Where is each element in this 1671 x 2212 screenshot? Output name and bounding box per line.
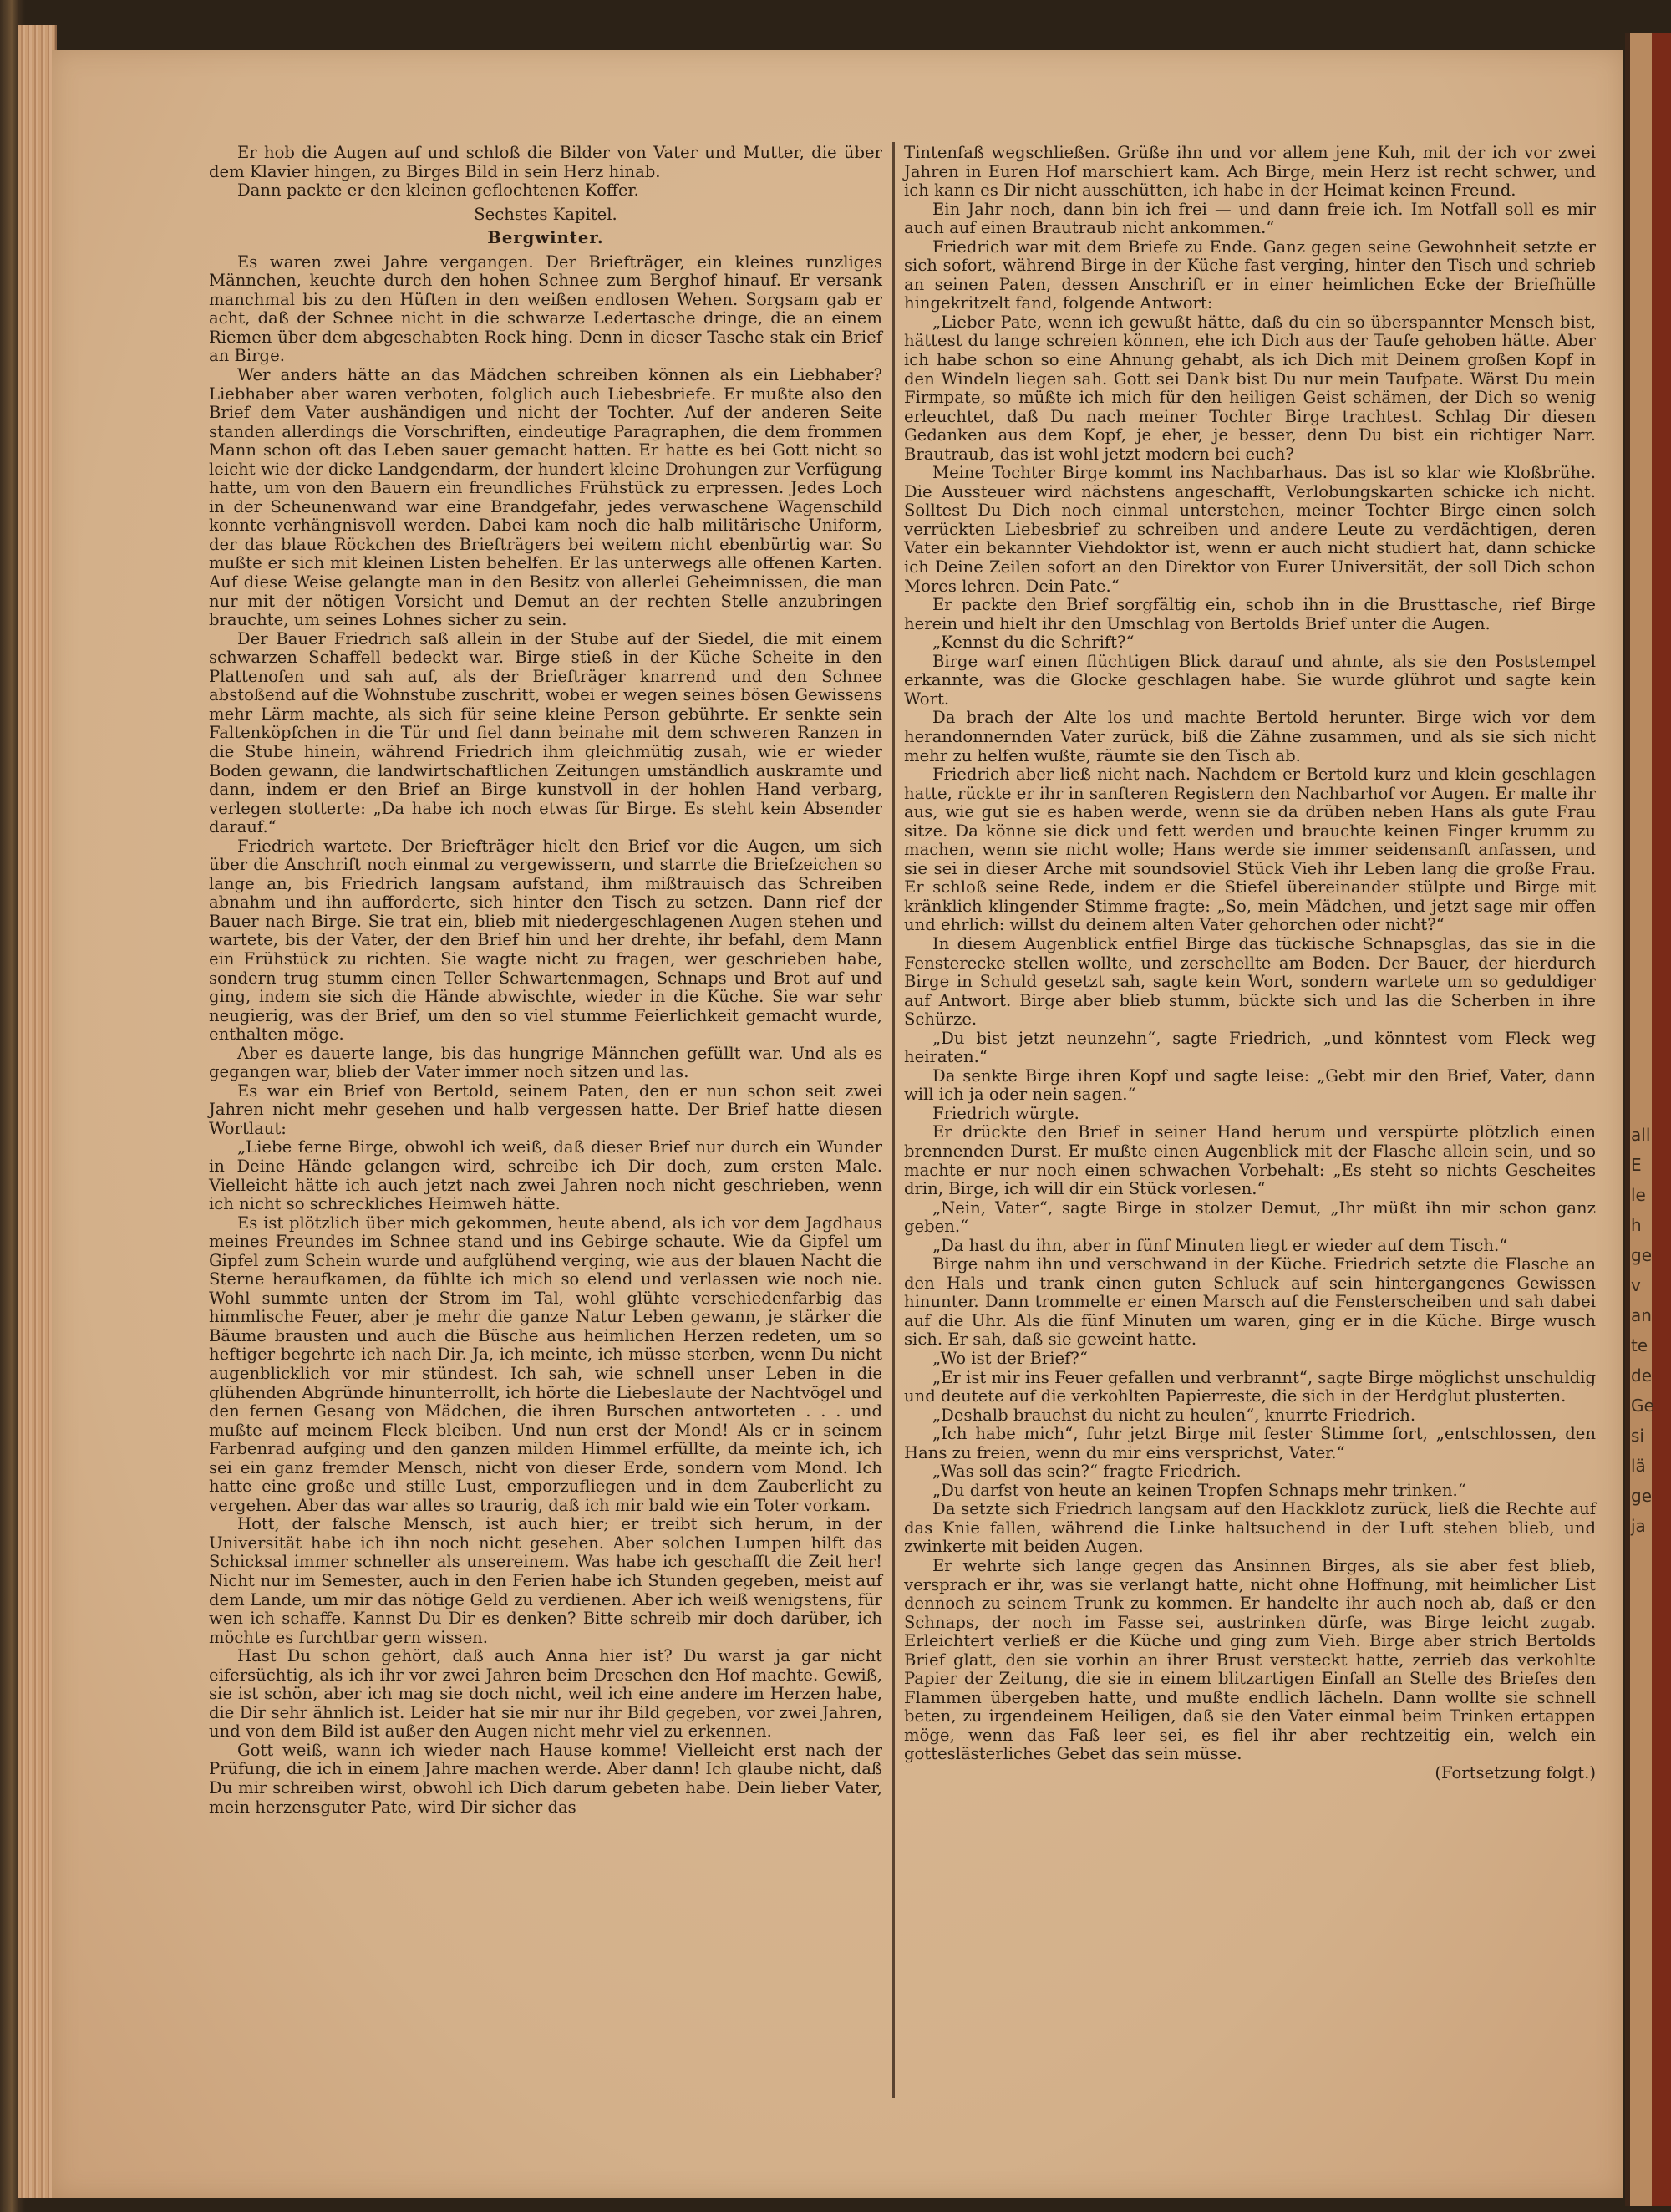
edge-fragment: ja [1631, 1516, 1646, 1536]
paragraph: Aber es dauerte lange, bis das hungrige Männchen gefüllt war. Und als es gegangen war, blieb der Vater immer noch sitzen und las. [209, 1043, 882, 1082]
edge-fragment: le [1631, 1185, 1646, 1205]
paragraph: „Da hast du ihn, aber in fünf Minuten liegt er wieder auf dem Tisch.“ [932, 1235, 1508, 1255]
paragraph: „Lieber Pate, wenn ich gewußt hätte, daß du ein so überspannter Mensch bist, hättest du lange schreien können, ehe ich Dich aus der Taufe gehoben hätte. Aber ich habe schon so eine Ahnung gehabt, als ich Dich mit Deinem großen Kopf in den Windeln liegen sah. Gott sei Dank bist Du nur mein Taufpate. Wärst Du mein Firmpate, so müßte ich mich für den heiligen Geist schämen, der Dich so wenig erleuchtet, daß Du nach meiner Tochter Birge trachtest. Schlag Dir diesen Gedanken aus dem Kopf, je eher, je besser, denn Du bist ein richtiger Narr. Brautraub, das ist wohl jetzt modern bei euch? [904, 312, 1596, 464]
paragraph: „Nein, Vater“, sagte Birge in stolzer Demut, „Ihr müßt ihn mir schon ganz geben.“ [904, 1198, 1596, 1237]
paragraph: Birge nahm ihn und verschwand in der Küche. Friedrich setzte die Flasche an den Hals und trank einen guten Schluck auf sein hintergangenes Gewissen hinunter. Dann trommelte er einen Marsch auf die Fensterscheiben und sah dabei auf die Uhr. Als die fünf Minuten um waren, ging er in die Küche. Birge wusch sich. Er sah, daß sie geweint hatte. [904, 1254, 1596, 1350]
left-column [209, 144, 882, 2108]
paragraph: Es waren zwei Jahre vergangen. Der Briefträger, ein kleines runzliges Männchen, keuchte durch den hohen Schnee zum Berghof hinauf. Er versank manchmal bis zu den Hüften in den weißen endlosen Wehen. Sorgsam gab er acht, daß der Schnee nicht in die schwarze Ledertasche dringe, die an einem Riemen über dem abgeschabten Rock hing. Denn in dieser Tasche stak ein Brief an Birge. [209, 252, 882, 366]
adjacent-page-text-fragments [1631, 1120, 1656, 1541]
paragraph: Es ist plötzlich über mich gekommen, heute abend, als ich vor dem Jagdhaus meines Freundes im Schnee stand und ins Gebirge schaute. Wie da Gipfel um Gipfel zum Schein wurde und aufglühend verging, wie aus der blauen Nacht die Sterne heraufkamen, da fühlte ich mich so elend und verlassen wie noch nie. Wohl summte unten der Strom im Tal, wohl glühte verschiedenfarbig das himmlische Feuer, aber je mehr die ganze Natur Leben gewann, je stärker die Bäume brausten und auch die Büsche aus heimlichen Herzen redeten, um so heftiger begehrte ich nach Dir. Ja, ich meinte, ich müsse sterben, wenn Du nicht augenblicklich vor mir stündest. Ich sah, wie schnell unser Leben in die glühenden Abgründe hinunterrollt, ich hörte die Liebeslaute der Nachtvögel und den fernen Gesang von Mädchen, die ihren Burschen antworteten . . . und mußte auf meinem Fleck bleiben. Und nun erst der Mond! Als er in seinem Farbenrad aufging und den ganzen milden Himmel erfüllte, da meinte ich, ich sei ein ganz fremder Mensch, nicht von dieser Erde, sondern vom Mond. Ich hatte eine große und stille Lust, emporzufliegen und in dem Zauberlicht zu vergehen. Aber das war alles so traurig, daß ich mir bald wie ein Toter vorkam. [209, 1213, 882, 1515]
paragraph: „Du bist jetzt neunzehn“, sagte Friedrich, „und könntest vom Fleck weg heiraten.“ [904, 1028, 1596, 1067]
paragraph: „Deshalb brauchst du nicht zu heulen“, knurrte Friedrich. [932, 1405, 1416, 1425]
edge-fragment: all [1631, 1125, 1651, 1145]
paragraph: „Ich habe mich“, fuhr jetzt Birge mit fester Stimme fort, „entschlossen, den Hans zu freien, wenn du mir eins versprichst, Vater.“ [904, 1424, 1596, 1462]
edge-fragment: de [1631, 1365, 1652, 1386]
chapter-title: Bergwinter. [487, 228, 604, 248]
paragraph: Da setzte sich Friedrich langsam auf den Hackklotz zurück, ließ die Rechte auf das Knie fallen, während die Linke haltsuchend in der Luft stehen blieb, und zwinkerte mit beiden Augen. [904, 1499, 1596, 1557]
paragraph: Hast Du schon gehört, daß auch Anna hier ist? Du warst ja gar nicht eifersüchtig, als ich ihr vor zwei Jahren beim Dreschen den Hof machte. Gewiß, sie ist schön, aber ich mag sie doch nicht, weil ich eine andere im Herzen habe, die Dir sehr ähnlich ist. Leider hat sie mir nur ihr Bild gegeben, vor zwei Jahren, und von dem Bild ist außer den Augen nicht mehr viel zu erkennen. [209, 1646, 882, 1742]
paragraph: Friedrich wartete. Der Briefträger hielt den Brief vor die Augen, um sich über die Anschrift noch einmal zu vergewissern, und starrte die Briefzeichen so lange an, bis Friedrich langsam aufstand, ihm mißtrauisch das Schreiben abnahm und ihn aufforderte, sich hinter den Tisch zu setzen. Dann rief der Bauer nach Birge. Sie trat ein, blieb mit niedergeschlagenen Augen stehen und wartete, bis der Vater, der den Brief hin und her drehte, ihr befahl, dem Mann ein Frühstück zu richten. Sie wagte nicht zu fragen, wer geschrieben habe, sondern trug stumm einen Teller Schwartenmagen, Schnaps und Brot auf und ging, indem sie sich die Hände abwischte, wieder in die Küche. Sie war sehr neugierig, was der Brief, um den so viel stumme Feierlichkeit gemacht wurde, enthalten möge. [209, 836, 882, 1045]
paragraph: „Liebe ferne Birge, obwohl ich weiß, daß dieser Brief nur durch ein Wunder in Deine Hände gelangen wird, schreibe ich Dir doch, zum ersten Male. Vielleicht hätte ich auch jetzt nach zwei Jahren noch nicht geschrieben, wenn ich nicht so schreckliches Heimweh hätte. [209, 1137, 882, 1214]
paragraph: Er wehrte sich lange gegen das Ansinnen Birges, als sie aber fest blieb, versprach er ihr, was sie verlangt hatte, nicht ohne Hoffnung, mit heimlicher List dennoch zu seinem Trunk zu kommen. Er handelte ihr auch noch ab, daß er den Schnaps, der noch im Fasse sei, austrinken dürfe, was Birge leicht zugab. Erleichtert verließ er die Küche und ging zum Vieh. Birge aber strich Bertolds Brief glatt, den sie vorhin an ihrer Brust versteckt hatte, zerrieb das verkohlte Papier der Zeitung, die sie in einem blitzartigen Einfall an Stelle des Briefes den Flammen übergeben hatte, und mußte endlich lächeln. Dann wollte sie schnell beten, zu irgendeinem Heiligen, daß sie den Vater einmal beim Trinken ertappen möge, wenn das Faß leer sei, es fiel ihr aber rechtzeitig ein, welch ein gotteslästerliches Gebet das sein müsse. [904, 1556, 1596, 1764]
paragraph: Friedrich war mit dem Briefe zu Ende. Ganz gegen seine Gewohnheit setzte er sich sofort, während Birge in der Küche fast verging, hinter den Tisch und schrieb an seinen Paten, dessen Anschrift er in einer heimlichen Ecke der Briefhülle hingekritzelt fand, folgende Antwort: [904, 236, 1596, 313]
right-column [904, 144, 1596, 2108]
paragraph: Er packte den Brief sorgfältig ein, schob ihn in die Brusttasche, rief Birge herein und hielt ihr den Umschlag von Bertolds Brief unter die Augen. [904, 595, 1596, 633]
edge-fragment: E [1631, 1155, 1642, 1175]
edge-fragment: te [1631, 1335, 1648, 1355]
edge-fragment: ge [1631, 1245, 1652, 1265]
continuation-note: (Fortsetzung folgt.) [1435, 1763, 1596, 1783]
paragraph: Da brach der Alte los und machte Bertold herunter. Birge wich vor dem herandonnernden Vater zurück, biß die Zähne zusammen, und als sie sich nicht mehr zu helfen wußte, räumte sie den Tisch ab. [904, 708, 1596, 765]
edge-fragment: ge [1631, 1486, 1652, 1506]
paragraph: Da senkte Birge ihren Kopf und sagte leise: „Gebt mir den Brief, Vater, dann will ich ja oder nein sagen.“ [904, 1065, 1596, 1105]
paragraph: In diesem Augenblick entfiel Birge das tückische Schnapsglas, das sie in die Fensterecke stellen wollte, und zerschellte am Boden. Der Bauer, der hierdurch Birge in Schuld gesetzt sah, sagte kein Wort, sondern wartete um so geduldiger auf Antwort. Birge aber blieb stumm, bückte sich und las die Scherben in ihre Schürze. [904, 933, 1596, 1030]
edge-fragment: v [1631, 1275, 1641, 1295]
left-column-body [209, 253, 882, 1817]
paragraph: Ein Jahr noch, dann bin ich frei — und dann freie ich. Im Notfall soll es mir auch auf einen Brautraub nicht ankommen.“ [904, 199, 1596, 238]
paragraph: „Was soll das sein?“ fragte Friedrich. [932, 1462, 1242, 1482]
paragraph: Gott weiß, wann ich wieder nach Hause komme! Vielleicht erst nach der Prüfung, die ich in einem Jahre machen werde. Aber dann! Ich glaube nicht, daß Du mir schreiben wirst, obwohl ich Dich darum gebeten habe. Dein lieber Vater, mein herzensguter Pate, wird Dir sicher das [209, 1740, 882, 1817]
edge-fragment: Ge [1631, 1396, 1654, 1416]
paragraph: „Kennst du die Schrift?“ [932, 633, 1135, 653]
paragraph: Wer anders hätte an das Mädchen schreiben können als ein Liebhaber? Liebhaber aber waren verboten, folglich auch Liebesbriefe. Er mußte also den Brief dem Vater aushändigen und nicht der Tochter. Auf der anderen Seite standen allerdings die Vorschriften, eindeutige Paragraphen, die dem frommen Mann schon oft das Leben sauer gemacht hatten. Er hatte es bei Gott nicht so leicht wie der dicke Landgendarm, der hundert kleine Drohungen zur Verfügung hatte, um von den Bauern ein freundliches Frühstück zu erpressen. Jedes Loch in der Scheunenwand war eine Brandgefahr, jedes verwaschene Wagenschild konnte verhängnisvoll werden. Dabei kam noch die halb militärische Uniform, der das blaue Röckchen des Briefträgers bei weitem nicht ebenbürtig war. So mußte er sich mit kleinen Listen behelfen. Er las unterwegs alle offenen Karten. Auf diese Weise gelangte man in den Besitz von allerlei Geheimnissen, die man nur mit der nötigen Vorsicht und Demut an der rechten Stelle anzubringen brauchte, um seines Lohnes sicher zu sein. [209, 365, 882, 630]
column-divider [892, 142, 895, 2098]
edge-fragment: h [1631, 1215, 1642, 1235]
intro-line: Er hob die Augen auf und schloß die Bilder von Vater und Mutter, die über dem Klavier hingen, zu Birges Bild in sein Herz hinab. [209, 143, 882, 181]
paragraph: Friedrich aber ließ nicht nach. Nachdem er Bertold kurz und klein geschlagen hatte, rückte er ihr in sanfteren Registern den Nachbarhof vor Augen. Er malte ihr aus, wie gut sie es haben werde, wenn sie da drüben neben Hans als gute Frau sitze. Da könne sie dick und fett werden und brauchte keinen Finger krumm zu machen, wenn sie nicht wolle; Hans werde sie immer seidensanft anfassen, und sie sei in dieser Arche mit soundsoviel Stück Vieh ihr Leben lang die große Frau. Er schloß seine Rede, indem er die Stiefel übereinander stülpte und Birge mit kränklich klingender Stimme fragte: „So, mein Mädchen, und jetzt sage mir offen und ehrlich: willst du deinem alten Vater gehorchen oder nicht?“ [904, 765, 1596, 935]
intro-line: Dann packte er den kleinen geflochtenen Koffer. [237, 181, 639, 201]
paragraph: „Du darfst von heute an keinen Tropfen Schnaps mehr trinken.“ [932, 1480, 1466, 1500]
paragraph: Hott, der falsche Mensch, ist auch hier; er treibt sich herum, in der Universität habe ich ihn noch nicht gesehen. Aber solchen Lumpen hilft das Schicksal immer schneller als unsereinem. Was habe ich geschafft die Zeit her! Nicht nur im Semester, auch in den Ferien habe ich Stunden gegeben, meist auf dem Lande, um mir das nötige Geld zu verdienen. Aber ich weiß wenigstens, für wen ich schaffe. Kannst Du Dir es denken? Bitte schreib mir doch darüber, ich möchte es furchtbar gern wissen. [209, 1514, 882, 1647]
paragraph: Es war ein Brief von Bertold, seinem Paten, den er nun schon seit zwei Jahren nicht mehr gesehen und halb vergessen hatte. Der Brief hatte diesen Wortlaut: [209, 1081, 882, 1138]
edge-fragment: si [1631, 1426, 1644, 1446]
paragraph: Birge warf einen flüchtigen Blick darauf und ahnte, als sie den Poststempel erkannte, was die Glocke geschlagen habe. Sie wurde glührot und sagte kein Wort. [904, 651, 1596, 709]
paragraph: Der Bauer Friedrich saß allein in der Stube auf der Siedel, die mit einem schwarzen Schaffell bedeckt war. Birge stieß in der Küche Scheite in den Plattenofen und sah auf, als der Briefträger knarrend und den Schnee abstoßend auf die Wohnstube zuschritt, wobei er wegen seines bösen Gewissens mehr Lärm machte, als sich für seine kleine Person gebührte. Er senkte sein Faltenköpfchen in die Tür und fiel dann beinahe mit dem schweren Ranzen in die Stube hinein, während Friedrich ihm gleichmütig zusah, wie er wieder Boden gewann, die landwirtschaftlichen Zeitungen umständlich auskramte und dann, indem er den Brief an Birge kunstvoll in der hohlen Hand verbarg, verlegen stotterte: „Da habe ich noch etwas für Birge. Es steht kein Absender darauf.“ [209, 628, 882, 837]
right-column-body [904, 144, 1596, 1764]
paragraph: Tintenfaß wegschließen. Grüße ihn und vor allem jene Kuh, mit der ich vor zwei Jahren in Euren Hof marschiert kam. Ach Birge, mein Herz ist recht schwer, und ich kann es Dir nicht ausschütten, ich habe in der Heimat keinen Freund. [904, 143, 1596, 201]
edge-fragment: an [1631, 1305, 1652, 1325]
paragraph: Er drückte den Brief in seiner Hand herum und verspürte plötzlich einen brennenden Durst. Er mußte einen Augenblick mit der Flasche allein sein, und so machte er nur noch einen schwachen Vorbehalt: „Es steht so nichts Gescheites drin, Birge, ich will dir ein Stück vorlesen.“ [904, 1122, 1596, 1199]
paragraph: Meine Tochter Birge kommt ins Nachbarhaus. Das ist so klar wie Kloßbrühe. Die Aussteuer wird nächstens angeschafft, Verlobungskarten schicke ich nicht. Solltest Du Dich noch einmal unterstehen, meiner Tochter Birge einen solch verrückten Liebesbrief zu schreiben und andere Leute zu verdächtigen, deren Vater ein bekannter Viehdoktor ist, wenn er auch nicht studiert hat, dann schicke ich Deine Zeilen sofort an den Direktor von Eurer Universität, der soll Dich schon Mores lehren. Dein Pate.“ [904, 463, 1596, 596]
paragraph: Friedrich würgte. [932, 1103, 1079, 1123]
paragraph: „Er ist mir ins Feuer gefallen und verbrannt“, sagte Birge möglichst unschuldig und deutete auf die verkohlten Papierreste, die sich in der Herdglut plusterten. [904, 1367, 1596, 1406]
paragraph: „Wo ist der Brief?“ [932, 1349, 1088, 1368]
edge-fragment: lä [1631, 1456, 1646, 1476]
chapter-label: Sechstes Kapitel. [474, 204, 617, 224]
